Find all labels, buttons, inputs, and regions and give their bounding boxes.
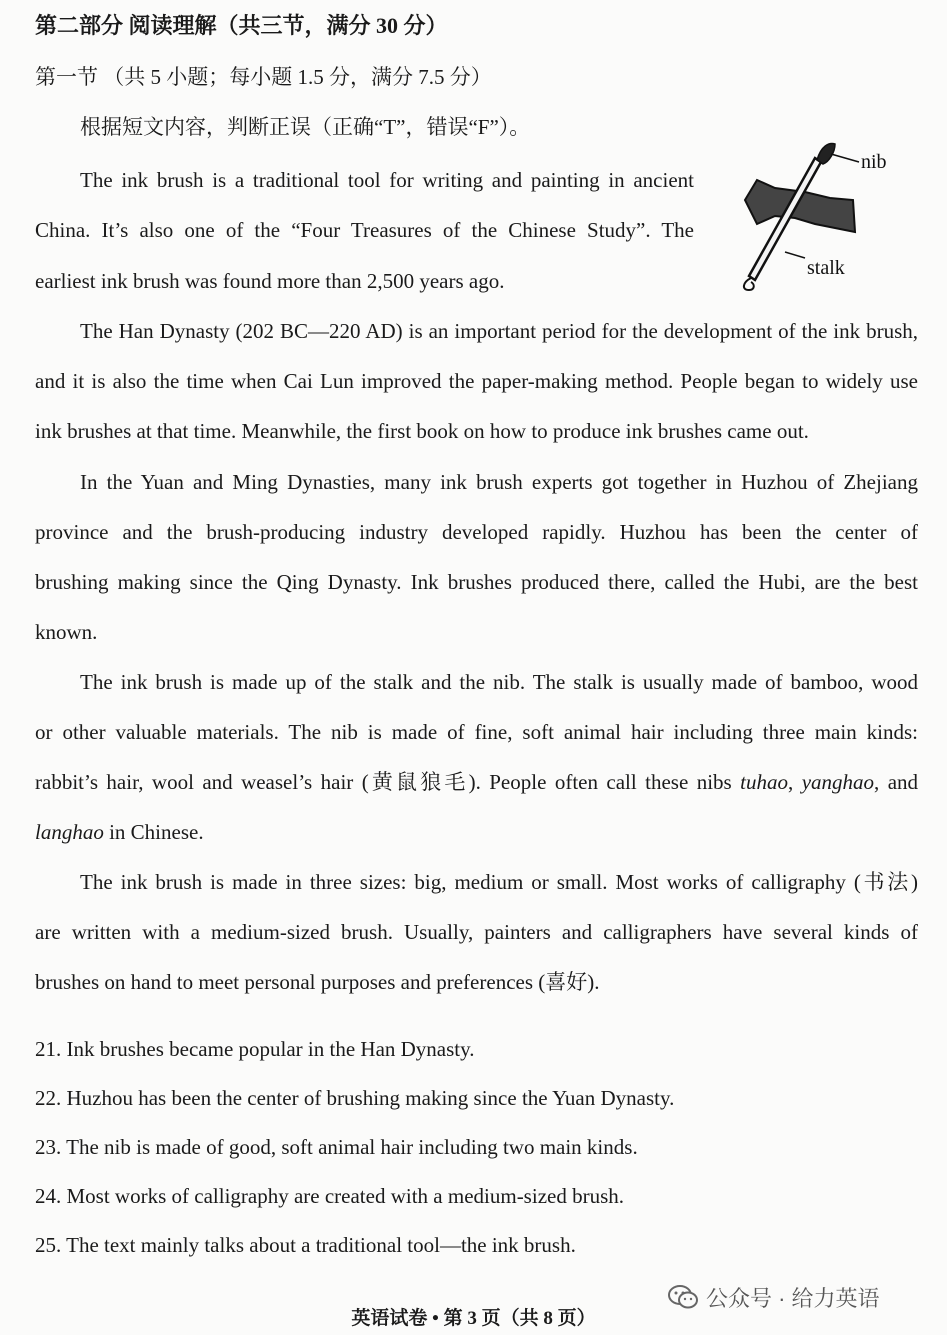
- term-yanghao: yanghao: [801, 770, 875, 794]
- passage-line: ink brushes at that time. Meanwhile, the first book on how to produce ink brushes came out.: [35, 419, 809, 443]
- passage-line: [35, 768, 918, 796]
- passage-line: and it is also the time when Cai Lun improved the paper-making method. People began to widely use: [35, 369, 918, 393]
- instruction: 根据短文内容，判断正误（正确“T”，错误“F”）。: [80, 115, 531, 139]
- passage-text: ,: [788, 770, 802, 794]
- passage-line: The ink brush is made up of the stalk and the nib. The stalk is usually made of bamboo, wood: [80, 670, 918, 694]
- question-24: 24. Most works of calligraphy are created with a medium-sized brush.: [35, 1184, 624, 1208]
- passage-line: The ink brush is a traditional tool for writing and painting in ancient: [80, 168, 694, 192]
- passage-text: , and: [874, 770, 919, 794]
- passage-line: [35, 818, 204, 846]
- passage-line: known.: [35, 620, 98, 644]
- term-langhao: langhao: [35, 820, 104, 844]
- passage-line: In the Yuan and Ming Dynasties, many ink brush experts got together in Huzhou of Zhejiang: [80, 470, 918, 494]
- passage-line: brushes on hand to meet personal purposes and preferences (喜好).: [35, 970, 600, 994]
- question-21: 21. Ink brushes became popular in the Han Dynasty.: [35, 1037, 475, 1061]
- passage-text: in Chinese.: [103, 820, 204, 844]
- page-footer: 英语试卷 • 第 3 页（共 8 页）: [351, 1308, 596, 1329]
- passage-line: province and the brush-producing industry developed rapidly. Huzhou has been the center of: [35, 520, 918, 544]
- watermark-text: 公众号 · 给力英语: [706, 1285, 880, 1311]
- passage-line: are written with a medium-sized brush. Usually, painters and calligraphers have several kinds of: [35, 920, 918, 944]
- question-23: 23. The nib is made of good, soft animal hair including two main kinds.: [35, 1135, 638, 1159]
- term-tuhao: tuhao: [740, 770, 788, 794]
- passage-line: earliest ink brush was found more than 2,500 years ago.: [35, 269, 505, 293]
- section-title: 第一节 （共 5 小题；每小题 1.5 分，满分 7.5 分）: [35, 65, 492, 89]
- question-25: 25. The text mainly talks about a traditional tool—the ink brush.: [35, 1233, 576, 1257]
- passage-line: or other valuable materials. The nib is made of fine, soft animal hair including three main kinds:: [35, 720, 918, 744]
- ink-brush-icon: [735, 140, 895, 300]
- passage-text: rabbit’s hair, wool and weasel’s hair (黄鼠狼毛). People often call these nibs: [35, 770, 741, 794]
- passage-line: brushing making since the Qing Dynasty. Ink brushes produced there, called the Hubi, are the best: [35, 570, 918, 594]
- part-title: 第二部分 阅读理解（共三节，满分 30 分）: [35, 13, 448, 38]
- passage-line: China. It’s also one of the “Four Treasures of the Chinese Study”. The: [35, 218, 694, 242]
- passage-line: The ink brush is made in three sizes: big, medium or small. Most works of calligraphy (书法): [80, 870, 918, 894]
- passage-line: The Han Dynasty (202 BC—220 AD) is an important period for the development of the ink brush,: [80, 319, 918, 343]
- stalk-label: stalk: [807, 257, 845, 279]
- question-22: 22. Huzhou has been the center of brushing making since the Yuan Dynasty.: [35, 1086, 675, 1110]
- nib-label: nib: [861, 151, 887, 173]
